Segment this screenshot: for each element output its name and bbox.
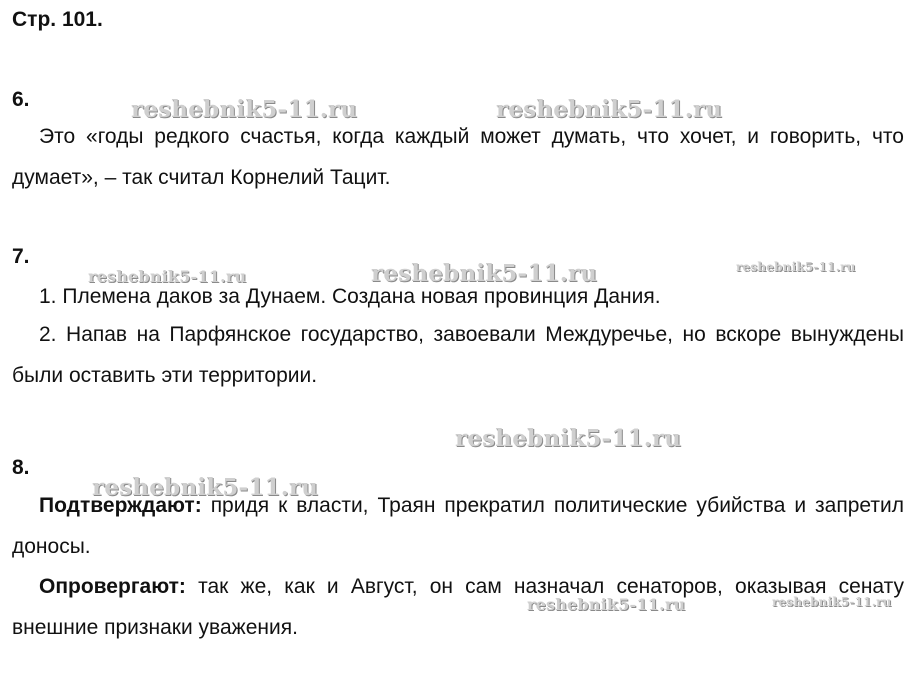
refute-label: Опровергают:	[39, 575, 186, 598]
confirm-text: придя к власти, Траян прекратил политические убийства и запретил доносы.	[12, 494, 904, 558]
watermark: reshebnik5-11.ru	[496, 96, 723, 123]
watermark: reshebnik5-11.ru	[131, 96, 358, 123]
page-header: Стр. 101.	[12, 8, 103, 31]
watermark: reshebnik5-11.ru	[455, 425, 682, 452]
question-6-answer	[12, 116, 904, 198]
watermark: reshebnik5-11.ru	[371, 260, 598, 287]
refute-text: так же, как и Август, он сам назначал сенаторов, оказывая сенату внешние признаки уважения.	[12, 575, 904, 639]
watermark: reshebnik5-11.ru	[527, 595, 686, 614]
question-7-item-2	[12, 314, 904, 396]
confirm-label: Подтверждают:	[39, 494, 202, 517]
answer-text: 1. Племена даков за Дунаем. Создана новая провинция Дания.	[39, 285, 661, 308]
watermark: reshebnik5-11.ru	[772, 595, 892, 609]
question-8-refute	[12, 566, 904, 648]
question-6-number: 6.	[12, 88, 30, 111]
watermark: reshebnik5-11.ru	[92, 474, 319, 501]
watermark: reshebnik5-11.ru	[88, 267, 247, 286]
question-7-number: 7.	[12, 245, 30, 268]
question-8-number: 8.	[12, 456, 30, 479]
watermark: reshebnik5-11.ru	[736, 260, 856, 274]
answer-text: 2. Напав на Парфянское государство, завоевали Междуречье, но вскоре вынуждены были оставить эти территории.	[12, 323, 904, 387]
answer-text: Это «годы редкого счастья, когда каждый может думать, что хочет, и говорить, что думает», – так считал Корнелий Тацит.	[12, 125, 904, 189]
